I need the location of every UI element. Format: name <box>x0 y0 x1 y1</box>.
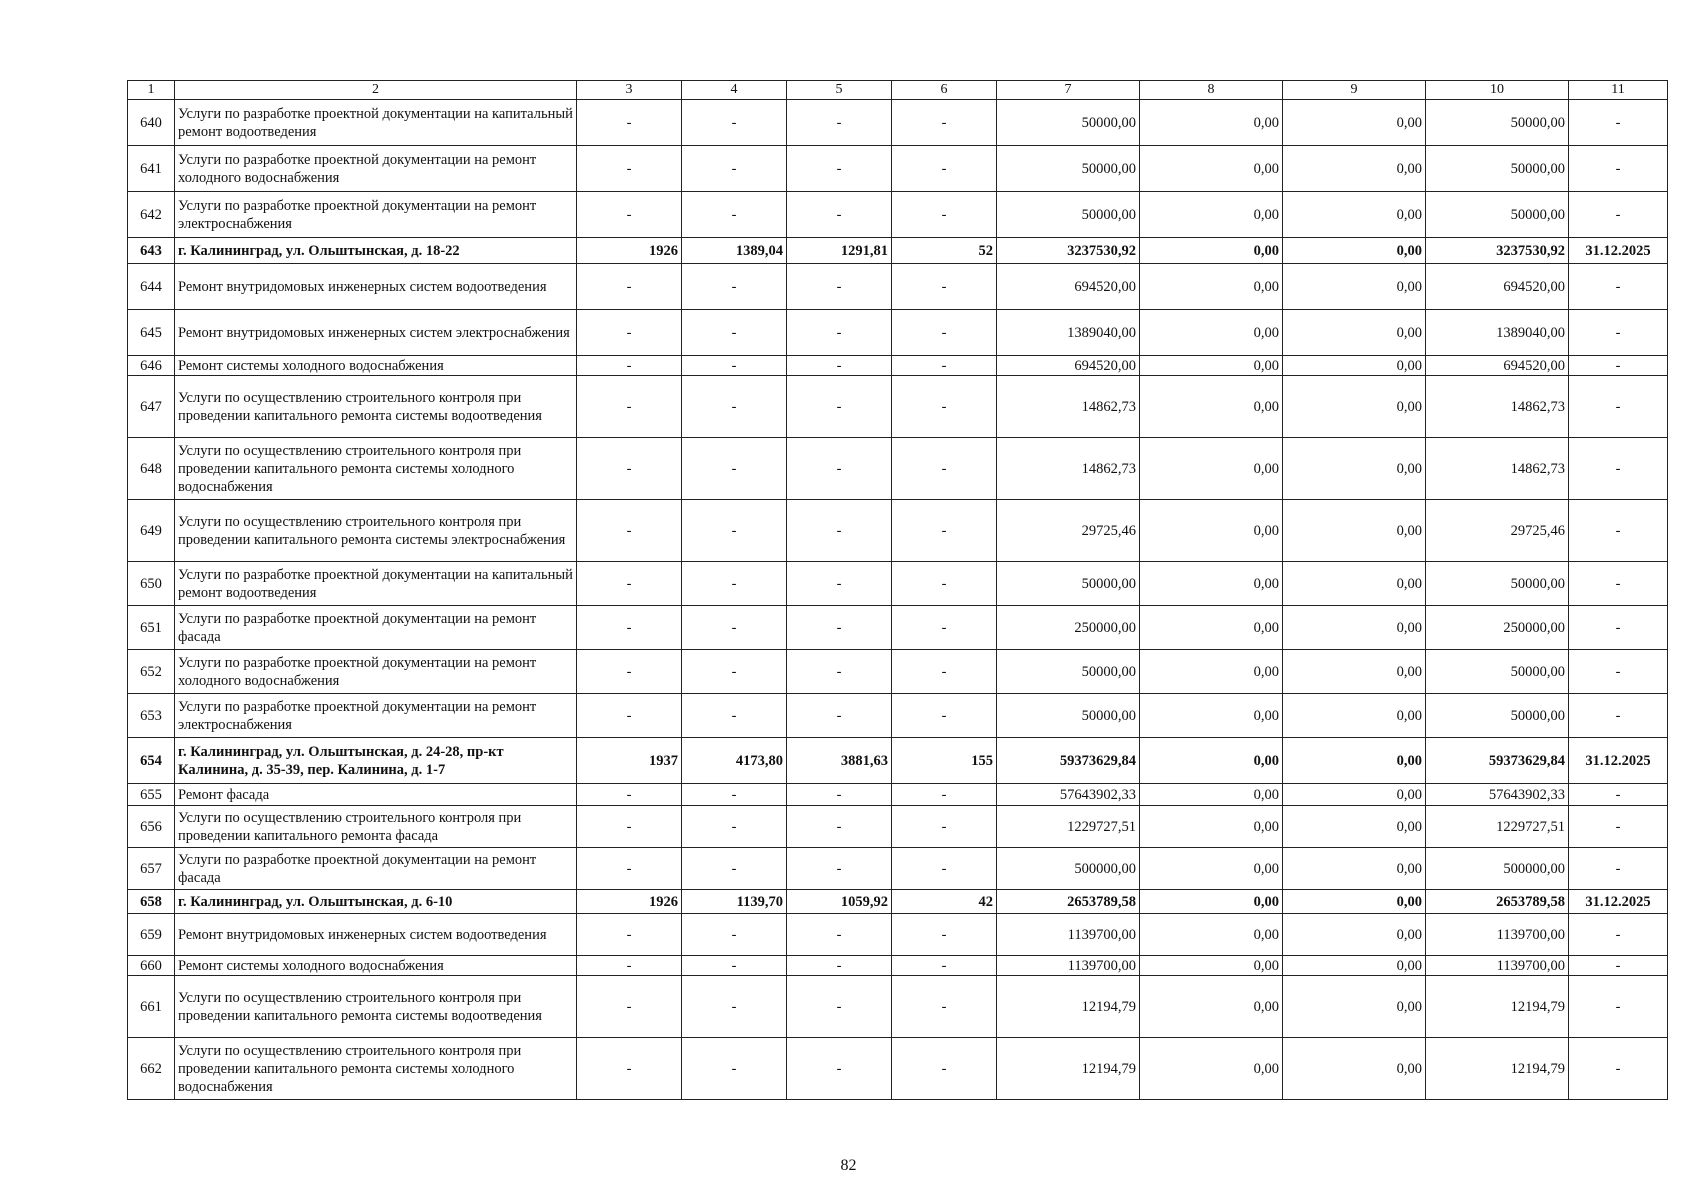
residents-cell: - <box>892 1038 997 1100</box>
total-area-cell: - <box>682 1038 787 1100</box>
total-cost-cell: 3237530,92 <box>997 238 1140 264</box>
residents-cell: - <box>892 146 997 192</box>
living-area-cell: - <box>787 806 892 848</box>
cost-col8-cell: 0,00 <box>1140 100 1283 146</box>
cost-col8-cell: 0,00 <box>1140 146 1283 192</box>
residents-cell: - <box>892 650 997 694</box>
deadline-cell: - <box>1569 1038 1668 1100</box>
living-area-cell: - <box>787 192 892 238</box>
row-number-cell: 658 <box>128 890 175 914</box>
row-number-cell: 647 <box>128 376 175 438</box>
cost-col9-cell: 0,00 <box>1283 192 1426 238</box>
cost-col10-cell: 12194,79 <box>1426 1038 1569 1100</box>
build-year-cell: - <box>577 356 682 376</box>
row-number-cell: 661 <box>128 976 175 1038</box>
build-year-cell: - <box>577 438 682 500</box>
cost-col9-cell: 0,00 <box>1283 238 1426 264</box>
row-number-cell: 652 <box>128 650 175 694</box>
living-area-cell: 3881,63 <box>787 738 892 784</box>
deadline-cell: - <box>1569 848 1668 890</box>
deadline-cell: - <box>1569 438 1668 500</box>
total-cost-cell: 57643902,33 <box>997 784 1140 806</box>
column-number-header <box>128 81 1668 100</box>
total-cost-cell: 14862,73 <box>997 438 1140 500</box>
header-cell: 6 <box>892 81 997 100</box>
table-row <box>128 376 1668 438</box>
cost-col9-cell: 0,00 <box>1283 500 1426 562</box>
total-cost-cell: 500000,00 <box>997 848 1140 890</box>
residents-cell: - <box>892 192 997 238</box>
residents-cell: - <box>892 376 997 438</box>
deadline-cell: - <box>1569 146 1668 192</box>
living-area-cell: - <box>787 438 892 500</box>
work-name-cell: Услуги по разработке проектной документации на ремонт электроснабжения <box>175 192 577 238</box>
total-area-cell: - <box>682 650 787 694</box>
total-cost-cell: 50000,00 <box>997 562 1140 606</box>
living-area-cell: - <box>787 848 892 890</box>
table-row <box>128 976 1668 1038</box>
cost-col9-cell: 0,00 <box>1283 562 1426 606</box>
total-cost-cell: 1139700,00 <box>997 956 1140 976</box>
table-row <box>128 650 1668 694</box>
work-name-cell: Ремонт внутридомовых инженерных систем электроснабжения <box>175 310 577 356</box>
cost-col8-cell: 0,00 <box>1140 356 1283 376</box>
total-area-cell: - <box>682 356 787 376</box>
total-cost-cell: 50000,00 <box>997 100 1140 146</box>
total-cost-cell: 50000,00 <box>997 694 1140 738</box>
row-number-cell: 643 <box>128 238 175 264</box>
table-row <box>128 100 1668 146</box>
total-area-cell: - <box>682 562 787 606</box>
total-area-cell: - <box>682 438 787 500</box>
build-year-cell: - <box>577 848 682 890</box>
cost-col10-cell: 694520,00 <box>1426 356 1569 376</box>
total-area-cell: - <box>682 976 787 1038</box>
total-area-cell: - <box>682 848 787 890</box>
build-year-cell: - <box>577 976 682 1038</box>
cost-col9-cell: 0,00 <box>1283 1038 1426 1100</box>
header-cell: 9 <box>1283 81 1426 100</box>
living-area-cell: - <box>787 310 892 356</box>
deadline-cell: - <box>1569 784 1668 806</box>
cost-col8-cell: 0,00 <box>1140 956 1283 976</box>
table-row <box>128 956 1668 976</box>
residents-cell: 155 <box>892 738 997 784</box>
deadline-cell: - <box>1569 376 1668 438</box>
build-year-cell: - <box>577 914 682 956</box>
build-year-cell: 1926 <box>577 238 682 264</box>
residents-cell: - <box>892 264 997 310</box>
total-cost-cell: 50000,00 <box>997 650 1140 694</box>
total-cost-cell: 250000,00 <box>997 606 1140 650</box>
residents-cell: - <box>892 606 997 650</box>
total-area-cell: - <box>682 784 787 806</box>
total-area-cell: 1389,04 <box>682 238 787 264</box>
total-area-cell: - <box>682 606 787 650</box>
work-name-cell: Услуги по осуществлению строительного контроля при проведении капитального ремонта системы холодного водоснабжения <box>175 438 577 500</box>
deadline-cell: - <box>1569 100 1668 146</box>
row-number-cell: 650 <box>128 562 175 606</box>
total-cost-cell: 694520,00 <box>997 264 1140 310</box>
total-area-cell: - <box>682 146 787 192</box>
table-row <box>128 146 1668 192</box>
cost-col10-cell: 2653789,58 <box>1426 890 1569 914</box>
cost-col10-cell: 50000,00 <box>1426 694 1569 738</box>
total-area-cell: - <box>682 956 787 976</box>
build-year-cell: 1937 <box>577 738 682 784</box>
deadline-cell: 31.12.2025 <box>1569 738 1668 784</box>
total-area-cell: - <box>682 914 787 956</box>
cost-col10-cell: 1139700,00 <box>1426 914 1569 956</box>
cost-col8-cell: 0,00 <box>1140 976 1283 1038</box>
total-area-cell: - <box>682 100 787 146</box>
work-name-cell: г. Калининград, ул. Ольштынская, д. 18-22 <box>175 238 577 264</box>
deadline-cell: - <box>1569 956 1668 976</box>
header-cell: 11 <box>1569 81 1668 100</box>
work-name-cell: Услуги по осуществлению строительного контроля при проведении капитального ремонта системы электроснабжения <box>175 500 577 562</box>
build-year-cell: - <box>577 784 682 806</box>
build-year-cell: - <box>577 806 682 848</box>
cost-col9-cell: 0,00 <box>1283 606 1426 650</box>
living-area-cell: - <box>787 356 892 376</box>
work-name-cell: Услуги по разработке проектной документации на ремонт фасада <box>175 606 577 650</box>
living-area-cell: - <box>787 956 892 976</box>
table-row <box>128 264 1668 310</box>
cost-col8-cell: 0,00 <box>1140 784 1283 806</box>
residents-cell: - <box>892 356 997 376</box>
work-name-cell: Услуги по разработке проектной документации на ремонт холодного водоснабжения <box>175 146 577 192</box>
cost-col9-cell: 0,00 <box>1283 264 1426 310</box>
build-year-cell: - <box>577 694 682 738</box>
total-area-cell: - <box>682 806 787 848</box>
header-cell: 2 <box>175 81 577 100</box>
living-area-cell: - <box>787 784 892 806</box>
address-row <box>128 890 1668 914</box>
row-number-cell: 649 <box>128 500 175 562</box>
cost-col9-cell: 0,00 <box>1283 376 1426 438</box>
register-table-container <box>127 80 1667 1100</box>
build-year-cell: - <box>577 192 682 238</box>
total-cost-cell: 1139700,00 <box>997 914 1140 956</box>
deadline-cell: 31.12.2025 <box>1569 890 1668 914</box>
cost-col10-cell: 59373629,84 <box>1426 738 1569 784</box>
work-name-cell: г. Калининград, ул. Ольштынская, д. 6-10 <box>175 890 577 914</box>
row-number-cell: 648 <box>128 438 175 500</box>
cost-col9-cell: 0,00 <box>1283 438 1426 500</box>
table-row <box>128 848 1668 890</box>
total-area-cell: - <box>682 500 787 562</box>
work-name-cell: Ремонт внутридомовых инженерных систем водоотведения <box>175 914 577 956</box>
row-number-cell: 644 <box>128 264 175 310</box>
table-row <box>128 914 1668 956</box>
address-row <box>128 738 1668 784</box>
total-cost-cell: 50000,00 <box>997 146 1140 192</box>
build-year-cell: - <box>577 500 682 562</box>
total-cost-cell: 50000,00 <box>997 192 1140 238</box>
deadline-cell: - <box>1569 694 1668 738</box>
table-row <box>128 806 1668 848</box>
header-cell: 10 <box>1426 81 1569 100</box>
work-name-cell: Услуги по осуществлению строительного контроля при проведении капитального ремонта системы холодного водоснабжения <box>175 1038 577 1100</box>
cost-col10-cell: 50000,00 <box>1426 192 1569 238</box>
header-cell: 1 <box>128 81 175 100</box>
build-year-cell: 1926 <box>577 890 682 914</box>
work-name-cell: Услуги по осуществлению строительного контроля при проведении капитального ремонта системы водоотведения <box>175 976 577 1038</box>
residents-cell: - <box>892 848 997 890</box>
deadline-cell: - <box>1569 806 1668 848</box>
living-area-cell: 1291,81 <box>787 238 892 264</box>
residents-cell: - <box>892 914 997 956</box>
residents-cell: - <box>892 562 997 606</box>
living-area-cell: - <box>787 606 892 650</box>
cost-col9-cell: 0,00 <box>1283 146 1426 192</box>
table-row <box>128 192 1668 238</box>
table-row <box>128 606 1668 650</box>
cost-col9-cell: 0,00 <box>1283 848 1426 890</box>
total-cost-cell: 59373629,84 <box>997 738 1140 784</box>
cost-col9-cell: 0,00 <box>1283 806 1426 848</box>
row-number-cell: 656 <box>128 806 175 848</box>
total-cost-cell: 12194,79 <box>997 976 1140 1038</box>
total-cost-cell: 694520,00 <box>997 356 1140 376</box>
cost-col8-cell: 0,00 <box>1140 192 1283 238</box>
cost-col8-cell: 0,00 <box>1140 1038 1283 1100</box>
table-row <box>128 1038 1668 1100</box>
build-year-cell: - <box>577 310 682 356</box>
residents-cell: - <box>892 976 997 1038</box>
row-number-cell: 659 <box>128 914 175 956</box>
residents-cell: - <box>892 784 997 806</box>
build-year-cell: - <box>577 562 682 606</box>
living-area-cell: - <box>787 562 892 606</box>
deadline-cell: - <box>1569 356 1668 376</box>
cost-col10-cell: 50000,00 <box>1426 562 1569 606</box>
residents-cell: - <box>892 806 997 848</box>
cost-col9-cell: 0,00 <box>1283 650 1426 694</box>
living-area-cell: 1059,92 <box>787 890 892 914</box>
build-year-cell: - <box>577 956 682 976</box>
build-year-cell: - <box>577 264 682 310</box>
living-area-cell: - <box>787 650 892 694</box>
deadline-cell: - <box>1569 310 1668 356</box>
total-cost-cell: 1389040,00 <box>997 310 1140 356</box>
cost-col8-cell: 0,00 <box>1140 562 1283 606</box>
build-year-cell: - <box>577 376 682 438</box>
total-cost-cell: 29725,46 <box>997 500 1140 562</box>
work-name-cell: Ремонт системы холодного водоснабжения <box>175 956 577 976</box>
cost-col8-cell: 0,00 <box>1140 914 1283 956</box>
cost-col9-cell: 0,00 <box>1283 784 1426 806</box>
row-number-cell: 641 <box>128 146 175 192</box>
row-number-cell: 653 <box>128 694 175 738</box>
residents-cell: - <box>892 438 997 500</box>
table-row <box>128 784 1668 806</box>
build-year-cell: - <box>577 606 682 650</box>
cost-col9-cell: 0,00 <box>1283 976 1426 1038</box>
cost-col10-cell: 250000,00 <box>1426 606 1569 650</box>
cost-col8-cell: 0,00 <box>1140 650 1283 694</box>
header-cell: 8 <box>1140 81 1283 100</box>
cost-col8-cell: 0,00 <box>1140 848 1283 890</box>
row-number-cell: 657 <box>128 848 175 890</box>
living-area-cell: - <box>787 694 892 738</box>
cost-col8-cell: 0,00 <box>1140 606 1283 650</box>
cost-col9-cell: 0,00 <box>1283 890 1426 914</box>
total-cost-cell: 12194,79 <box>997 1038 1140 1100</box>
total-cost-cell: 14862,73 <box>997 376 1140 438</box>
cost-col10-cell: 57643902,33 <box>1426 784 1569 806</box>
table-row <box>128 562 1668 606</box>
cost-col8-cell: 0,00 <box>1140 806 1283 848</box>
living-area-cell: - <box>787 1038 892 1100</box>
residents-cell: - <box>892 500 997 562</box>
table-row <box>128 500 1668 562</box>
header-cell: 3 <box>577 81 682 100</box>
deadline-cell: - <box>1569 562 1668 606</box>
table-row <box>128 356 1668 376</box>
build-year-cell: - <box>577 650 682 694</box>
work-name-cell: Ремонт фасада <box>175 784 577 806</box>
cost-col8-cell: 0,00 <box>1140 738 1283 784</box>
cost-col10-cell: 29725,46 <box>1426 500 1569 562</box>
cost-col9-cell: 0,00 <box>1283 310 1426 356</box>
row-number-cell: 640 <box>128 100 175 146</box>
cost-col10-cell: 694520,00 <box>1426 264 1569 310</box>
cost-col10-cell: 14862,73 <box>1426 438 1569 500</box>
work-name-cell: Услуги по разработке проектной документации на ремонт электроснабжения <box>175 694 577 738</box>
work-name-cell: г. Калининград, ул. Ольштынская, д. 24-28, пр-кт Калинина, д. 35-39, пер. Калинина, д. 1-7 <box>175 738 577 784</box>
work-name-cell: Ремонт системы холодного водоснабжения <box>175 356 577 376</box>
work-name-cell: Услуги по разработке проектной документации на ремонт холодного водоснабжения <box>175 650 577 694</box>
cost-col9-cell: 0,00 <box>1283 956 1426 976</box>
work-name-cell: Услуги по разработке проектной документации на капитальный ремонт водоотведения <box>175 562 577 606</box>
table-row <box>128 694 1668 738</box>
row-number-cell: 651 <box>128 606 175 650</box>
cost-col9-cell: 0,00 <box>1283 356 1426 376</box>
cost-col9-cell: 0,00 <box>1283 738 1426 784</box>
build-year-cell: - <box>577 100 682 146</box>
deadline-cell: - <box>1569 606 1668 650</box>
work-name-cell: Услуги по осуществлению строительного контроля при проведении капитального ремонта системы водоотведения <box>175 376 577 438</box>
living-area-cell: - <box>787 914 892 956</box>
cost-col8-cell: 0,00 <box>1140 376 1283 438</box>
cost-col10-cell: 50000,00 <box>1426 100 1569 146</box>
residents-cell: - <box>892 100 997 146</box>
total-cost-cell: 2653789,58 <box>997 890 1140 914</box>
living-area-cell: - <box>787 500 892 562</box>
total-area-cell: - <box>682 192 787 238</box>
cost-col10-cell: 1389040,00 <box>1426 310 1569 356</box>
row-number-cell: 646 <box>128 356 175 376</box>
cost-col9-cell: 0,00 <box>1283 694 1426 738</box>
cost-col10-cell: 1229727,51 <box>1426 806 1569 848</box>
row-number-cell: 655 <box>128 784 175 806</box>
row-number-cell: 654 <box>128 738 175 784</box>
cost-col8-cell: 0,00 <box>1140 438 1283 500</box>
living-area-cell: - <box>787 376 892 438</box>
cost-col8-cell: 0,00 <box>1140 264 1283 310</box>
header-cell: 4 <box>682 81 787 100</box>
residents-cell: - <box>892 310 997 356</box>
header-cell: 7 <box>997 81 1140 100</box>
living-area-cell: - <box>787 976 892 1038</box>
residents-cell: - <box>892 694 997 738</box>
deadline-cell: - <box>1569 500 1668 562</box>
residents-cell: 42 <box>892 890 997 914</box>
table-row <box>128 310 1668 356</box>
build-year-cell: - <box>577 146 682 192</box>
cost-col10-cell: 3237530,92 <box>1426 238 1569 264</box>
deadline-cell: - <box>1569 264 1668 310</box>
work-name-cell: Услуги по разработке проектной документации на ремонт фасада <box>175 848 577 890</box>
living-area-cell: - <box>787 264 892 310</box>
cost-col9-cell: 0,00 <box>1283 914 1426 956</box>
deadline-cell: - <box>1569 650 1668 694</box>
page-number: 82 <box>840 1157 857 1174</box>
work-name-cell: Услуги по осуществлению строительного контроля при проведении капитального ремонта фасада <box>175 806 577 848</box>
row-number-cell: 660 <box>128 956 175 976</box>
cost-col10-cell: 14862,73 <box>1426 376 1569 438</box>
living-area-cell: - <box>787 146 892 192</box>
total-area-cell: 1139,70 <box>682 890 787 914</box>
cost-col8-cell: 0,00 <box>1140 310 1283 356</box>
cost-col8-cell: 0,00 <box>1140 694 1283 738</box>
living-area-cell: - <box>787 100 892 146</box>
cost-col8-cell: 0,00 <box>1140 500 1283 562</box>
cost-col10-cell: 500000,00 <box>1426 848 1569 890</box>
cost-col10-cell: 50000,00 <box>1426 146 1569 192</box>
header-cell: 5 <box>787 81 892 100</box>
deadline-cell: - <box>1569 914 1668 956</box>
row-number-cell: 642 <box>128 192 175 238</box>
residents-cell: - <box>892 956 997 976</box>
total-cost-cell: 1229727,51 <box>997 806 1140 848</box>
total-area-cell: - <box>682 310 787 356</box>
row-number-cell: 645 <box>128 310 175 356</box>
cost-col8-cell: 0,00 <box>1140 238 1283 264</box>
total-area-cell: - <box>682 264 787 310</box>
cost-col9-cell: 0,00 <box>1283 100 1426 146</box>
total-area-cell: - <box>682 694 787 738</box>
build-year-cell: - <box>577 1038 682 1100</box>
cost-col10-cell: 12194,79 <box>1426 976 1569 1038</box>
address-row <box>128 238 1668 264</box>
work-name-cell: Ремонт внутридомовых инженерных систем водоотведения <box>175 264 577 310</box>
total-area-cell: - <box>682 376 787 438</box>
residents-cell: 52 <box>892 238 997 264</box>
cost-col10-cell: 50000,00 <box>1426 650 1569 694</box>
table-body <box>128 81 1668 1100</box>
row-number-cell: 662 <box>128 1038 175 1100</box>
table-row <box>128 438 1668 500</box>
deadline-cell: - <box>1569 192 1668 238</box>
deadline-cell: - <box>1569 976 1668 1038</box>
cost-col8-cell: 0,00 <box>1140 890 1283 914</box>
total-area-cell: 4173,80 <box>682 738 787 784</box>
deadline-cell: 31.12.2025 <box>1569 238 1668 264</box>
work-name-cell: Услуги по разработке проектной документации на капитальный ремонт водоотведения <box>175 100 577 146</box>
cost-col10-cell: 1139700,00 <box>1426 956 1569 976</box>
register-table <box>127 80 1668 1100</box>
